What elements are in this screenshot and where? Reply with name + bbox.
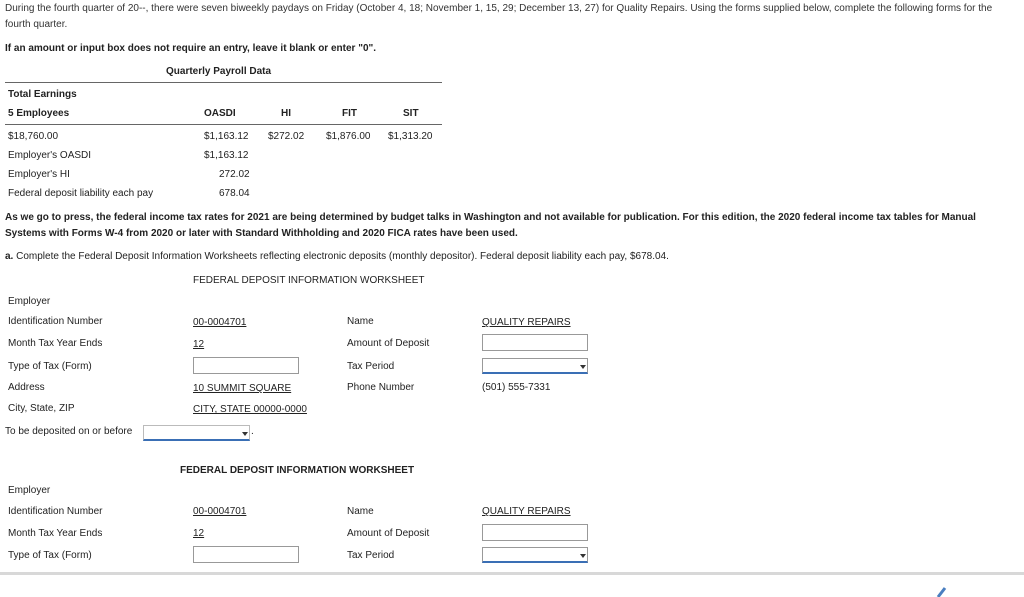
ws2-month-value: 12: [193, 528, 205, 539]
ws2-id-label: Identification Number: [8, 506, 103, 517]
ws2-amount-label: Amount of Deposit: [347, 528, 430, 539]
ws2-employer-label: Employer: [8, 485, 51, 496]
ws2-name-value: QUALITY REPAIRS: [482, 506, 571, 517]
ws1-address-label: Address: [8, 382, 45, 393]
intro-text: During the fourth quarter of 20--, there were seven biweekly paydays on Friday (October 4, 18; November 1, 15, 29; December 13, 27) for Quality Repairs. Using the forms supplied below, complete the following forms for the fourth quarter.: [5, 3, 993, 30]
employer-hi-label: Employer's HI: [8, 169, 70, 180]
worksheet1-title: FEDERAL DEPOSIT INFORMATION WORKSHEET: [193, 275, 425, 286]
part-a-letter: a.: [5, 251, 14, 262]
ws1-deposit-label: To be deposited on or before: [5, 426, 133, 437]
ws1-month-value: 12: [193, 339, 205, 350]
liability-label: Federal deposit liability each pay: [8, 188, 154, 199]
chevron-down-icon: [580, 365, 586, 369]
chevron-down-icon: [580, 554, 586, 558]
ws2-amount-input[interactable]: [482, 524, 588, 541]
payroll-title: Quarterly Payroll Data: [166, 66, 272, 77]
ws1-month-label: Month Tax Year Ends: [8, 338, 103, 349]
fit-value: $1,876.00: [326, 131, 371, 142]
ws1-phone-value: (501) 555-7331: [482, 382, 551, 393]
col-hi: HI: [281, 108, 291, 119]
ws1-period-label: Tax Period: [347, 361, 395, 372]
ws1-address-value: 10 SUMMIT SQUARE: [193, 383, 292, 394]
ws1-deposit-suffix: .: [251, 426, 254, 437]
ws2-name-label: Name: [347, 506, 374, 517]
hi-value: $272.02: [268, 131, 305, 142]
worksheet2-title: FEDERAL DEPOSIT INFORMATION WORKSHEET: [180, 465, 415, 476]
ws1-amount-input[interactable]: [482, 334, 588, 351]
part-a-text: Complete the Federal Deposit Information Worksheets reflecting electronic deposits (monthly depositor). Federal deposit liability each pay, $678.04.: [16, 251, 669, 262]
total-earnings-label: Total Earnings: [8, 89, 77, 100]
ws1-id-label: Identification Number: [8, 316, 103, 327]
payroll-header-rule: [5, 124, 442, 125]
employer-hi-value: 272.02: [219, 169, 250, 180]
ws2-type-label: Type of Tax (Form): [8, 550, 92, 561]
ws2-month-label: Month Tax Year Ends: [8, 528, 103, 539]
liability-value: 678.04: [219, 188, 250, 199]
part-a-instruction: [5, 251, 669, 262]
chevron-down-icon: [242, 432, 248, 436]
col-oasdi: OASDI: [204, 108, 236, 119]
ws2-id-value: 00-0004701: [193, 506, 247, 517]
employees-label: 5 Employees: [8, 108, 70, 119]
oasdi-value: $1,163.12: [204, 131, 249, 142]
ws1-name-value: QUALITY REPAIRS: [482, 317, 571, 328]
ws1-employer-label: Employer: [8, 296, 51, 307]
ws1-type-input[interactable]: [193, 357, 299, 374]
sit-value: $1,313.20: [388, 131, 433, 142]
col-fit: FIT: [342, 108, 357, 119]
press-note: As we go to press, the federal income tax rates for 2021 are being determined by budget talks in Washington and not available for publication. For this edition, the 2020 federal income tax tables for Manual Systems with Forms W-4 from 2020 or later with Standard Withholding and 2020 FICA rates have been used.: [5, 212, 976, 239]
employer-oasdi-label: Employer's OASDI: [8, 150, 92, 161]
ws2-period-label: Tax Period: [347, 550, 395, 561]
ws1-amount-label: Amount of Deposit: [347, 338, 430, 349]
bottom-divider: [0, 572, 1024, 575]
ws1-city-value: CITY, STATE 00000-0000: [193, 404, 307, 415]
payroll-top-rule: [5, 82, 442, 83]
ws2-period-select[interactable]: [482, 547, 588, 563]
total-earnings-value: $18,760.00: [8, 131, 59, 142]
ws1-id-value: 00-0004701: [193, 317, 247, 328]
instruction-text: If an amount or input box does not require an entry, leave it blank or enter "0".: [5, 43, 377, 54]
ws1-period-select[interactable]: [482, 358, 588, 374]
ws2-type-input[interactable]: [193, 546, 299, 563]
ws1-type-label: Type of Tax (Form): [8, 361, 92, 372]
col-sit: SIT: [403, 108, 419, 119]
ws1-phone-label: Phone Number: [347, 382, 415, 393]
ws1-city-label: City, State, ZIP: [8, 403, 75, 414]
employer-oasdi-value: $1,163.12: [204, 150, 249, 161]
ws1-name-label: Name: [347, 316, 374, 327]
corner-check-icon: [936, 585, 958, 597]
ws1-deposit-date-select[interactable]: [143, 425, 250, 441]
